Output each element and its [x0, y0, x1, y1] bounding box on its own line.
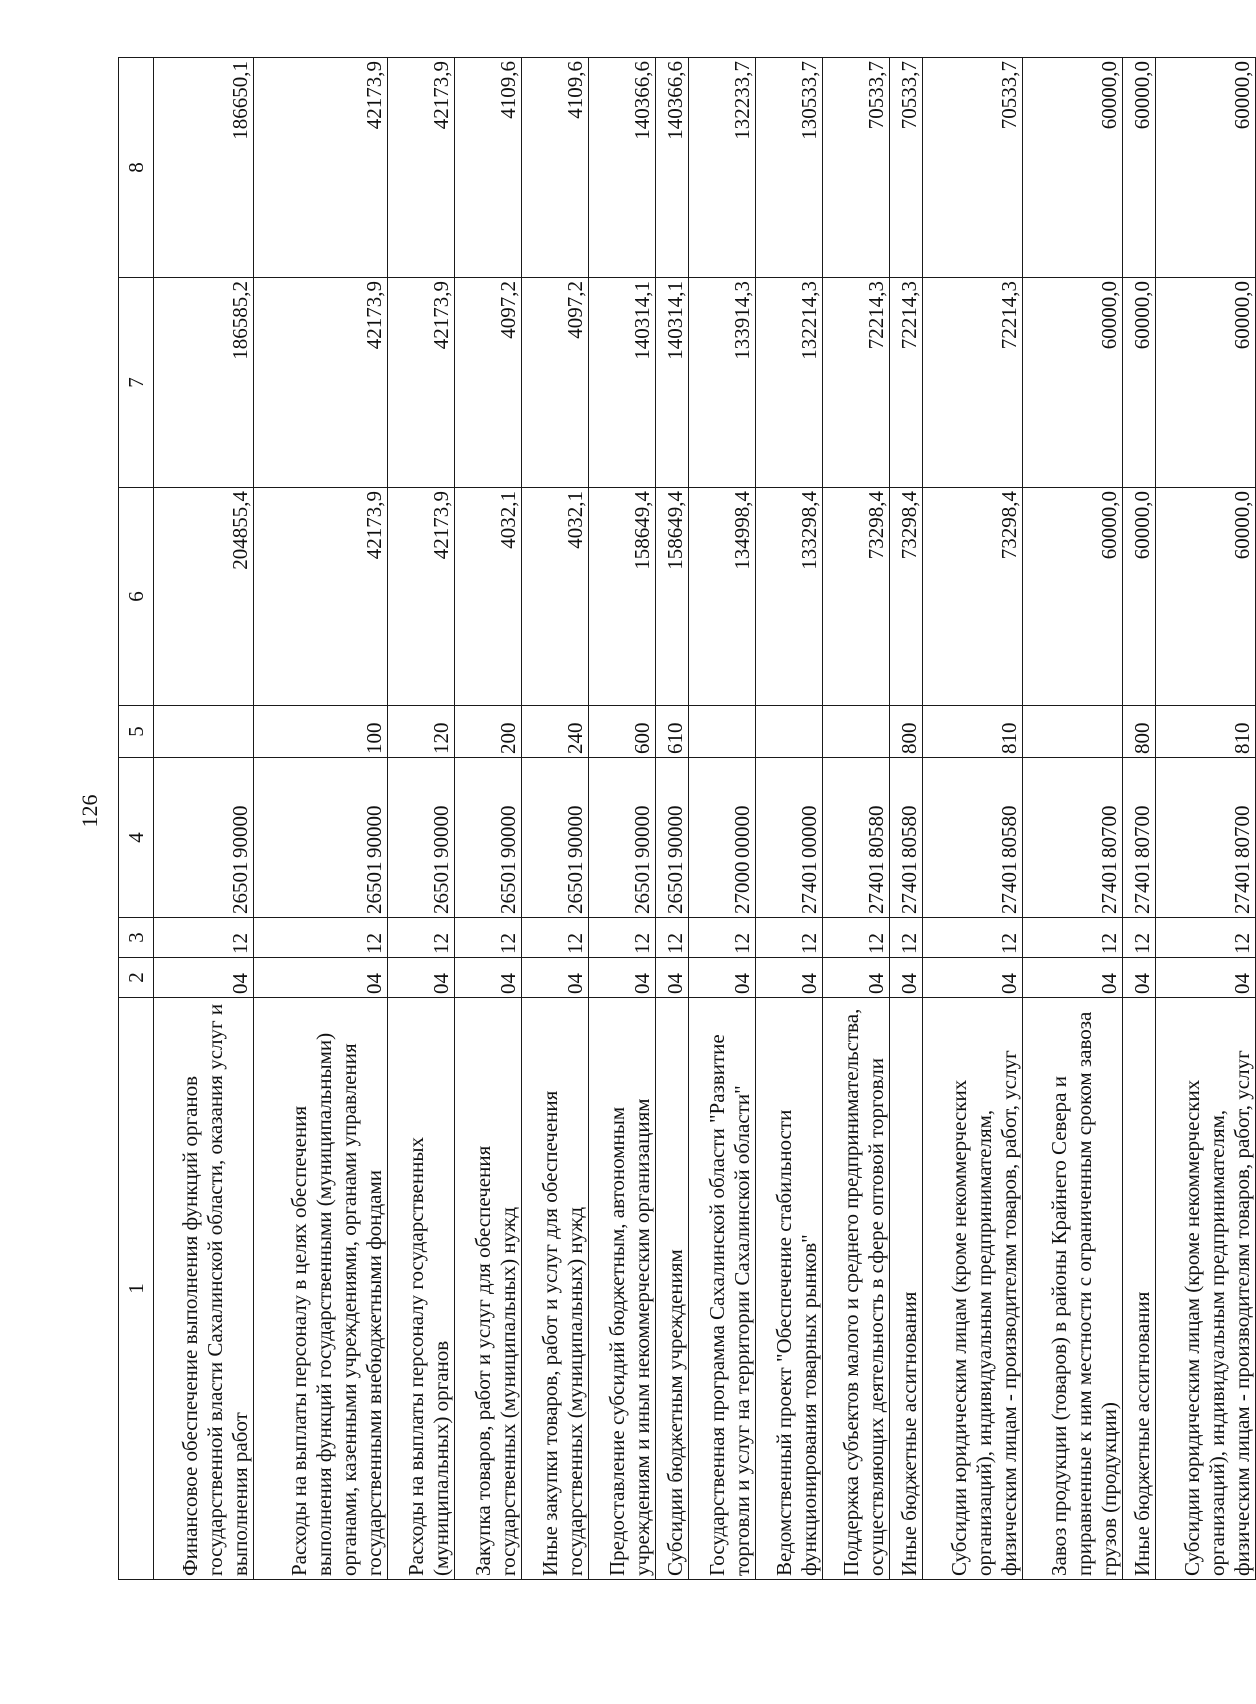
amount-col-8: 70533,7 [823, 58, 890, 278]
amount-col-8: 140366,6 [656, 58, 689, 278]
subsection-code: 12 [522, 918, 589, 958]
target-article-program: 26501 [496, 861, 520, 914]
target-article-direction: 90000 [563, 805, 587, 858]
row-name: Иные закупки товаров, работ и услуг для обеспечения государственных (муниципальных) нужд [522, 998, 589, 1580]
target-article-code [823, 758, 890, 918]
target-article-code [1023, 758, 1123, 918]
target-article-program: 26501 [362, 861, 386, 914]
amount-col-8: 4109,6 [522, 58, 589, 278]
expense-type-code [154, 706, 254, 758]
subsection-code: 12 [823, 918, 890, 958]
amount-col-6: 73298,4 [890, 488, 923, 706]
table-row [522, 58, 589, 1580]
amount-col-8: 132233,7 [689, 58, 756, 278]
header-row [119, 58, 154, 1580]
section-code: 04 [455, 958, 522, 998]
header-cell: 8 [119, 58, 154, 278]
row-name: Субсидии бюджетным учреждениям [656, 998, 689, 1580]
table-row [823, 58, 890, 1580]
target-article-code [1123, 758, 1156, 918]
expense-type-code: 100 [254, 706, 388, 758]
amount-col-6: 60000,0 [1023, 488, 1123, 706]
target-article-program: 26501 [563, 861, 587, 914]
row-name: Субсидии юридическим лицам (кроме некоммерческих организаций), индивидуальным предпринимателям, физическим лицам - производителям товаров, работ, услуг [1156, 998, 1256, 1580]
section-code: 04 [589, 958, 656, 998]
section-code: 04 [923, 958, 1023, 998]
amount-col-7: 42173,9 [388, 278, 455, 488]
table-row [923, 58, 1023, 1580]
section-code: 04 [1156, 958, 1256, 998]
target-article-code [254, 758, 388, 918]
target-article-program: 26501 [429, 861, 453, 914]
target-article-program: 27401 [997, 861, 1021, 914]
section-code: 04 [689, 958, 756, 998]
header-cell: 4 [119, 758, 154, 918]
amount-col-8: 140366,6 [589, 58, 656, 278]
table-row [756, 58, 823, 1580]
target-article-direction: 90000 [663, 805, 687, 858]
row-name: Ведомственный проект "Обеспечение стабильности функционирования товарных рынков" [756, 998, 823, 1580]
section-code: 04 [388, 958, 455, 998]
expense-type-code [1023, 706, 1123, 758]
section-code: 04 [890, 958, 923, 998]
row-name: Финансовое обеспечение выполнения функций органов государственной власти Сахалинской области, оказания услуг и выполнения работ [154, 998, 254, 1580]
target-article-direction: 80580 [997, 805, 1021, 858]
subsection-code: 12 [154, 918, 254, 958]
subsection-code: 12 [656, 918, 689, 958]
amount-col-7: 72214,3 [923, 278, 1023, 488]
amount-col-7: 133914,3 [689, 278, 756, 488]
table-row [388, 58, 455, 1580]
amount-col-8: 60000,0 [1156, 58, 1256, 278]
expense-type-code: 120 [388, 706, 455, 758]
amount-col-7: 60000,0 [1023, 278, 1123, 488]
target-article-code [756, 758, 823, 918]
target-article-direction: 90000 [496, 805, 520, 858]
section-code: 04 [254, 958, 388, 998]
amount-col-6: 133298,4 [756, 488, 823, 706]
target-article-code [890, 758, 923, 918]
table-row [455, 58, 522, 1580]
amount-col-8: 42173,9 [388, 58, 455, 278]
amount-col-7: 60000,0 [1156, 278, 1256, 488]
table-row [1123, 58, 1156, 1580]
target-article-direction: 90000 [630, 805, 654, 858]
amount-col-7: 186585,2 [154, 278, 254, 488]
amount-col-7: 140314,1 [589, 278, 656, 488]
header-cell: 6 [119, 488, 154, 706]
subsection-code: 12 [756, 918, 823, 958]
amount-col-8: 130533,7 [756, 58, 823, 278]
subsection-code: 12 [388, 918, 455, 958]
amount-col-6: 73298,4 [823, 488, 890, 706]
amount-col-7: 72214,3 [890, 278, 923, 488]
target-article-code [154, 758, 254, 918]
table-row [1156, 58, 1256, 1580]
expense-type-code: 800 [890, 706, 923, 758]
target-article-program: 27401 [797, 861, 821, 914]
rotated-table-container [118, 58, 1254, 1580]
section-code: 04 [656, 958, 689, 998]
target-article-direction: 90000 [362, 805, 386, 858]
amount-col-7: 140314,1 [656, 278, 689, 488]
subsection-code: 12 [1023, 918, 1123, 958]
target-article-direction: 00000 [797, 805, 821, 858]
row-name: Предоставление субсидий бюджетным, автономным учреждениям и иным некоммерческим организациям [589, 998, 656, 1580]
amount-col-6: 4032,1 [455, 488, 522, 706]
subsection-code: 12 [455, 918, 522, 958]
header-cell: 3 [119, 918, 154, 958]
amount-col-8: 42173,9 [254, 58, 388, 278]
subsection-code: 12 [923, 918, 1023, 958]
row-name: Государственная программа Сахалинской области "Развитие торговли и услуг на территории Сахалинской области" [689, 998, 756, 1580]
section-code: 04 [1023, 958, 1123, 998]
page-number: 126 [77, 794, 102, 828]
expense-type-code [823, 706, 890, 758]
row-name: Завоз продукции (товаров) в районы Крайнего Севера и приравненные к ним местности с ограниченным сроком завоза грузов (продукции) [1023, 998, 1123, 1580]
target-article-direction: 90000 [429, 805, 453, 858]
amount-col-7: 132214,3 [756, 278, 823, 488]
row-name: Иные бюджетные ассигнования [890, 998, 923, 1580]
subsection-code: 12 [254, 918, 388, 958]
section-code: 04 [522, 958, 589, 998]
amount-col-6: 42173,9 [388, 488, 455, 706]
amount-col-7: 4097,2 [522, 278, 589, 488]
amount-col-8: 60000,0 [1123, 58, 1156, 278]
target-article-direction: 80580 [897, 805, 921, 858]
target-article-direction: 90000 [228, 805, 252, 858]
amount-col-7: 42173,9 [254, 278, 388, 488]
amount-col-6: 158649,4 [656, 488, 689, 706]
amount-col-6: 134998,4 [689, 488, 756, 706]
table-row [689, 58, 756, 1580]
table-row [254, 58, 388, 1580]
target-article-program: 27401 [1097, 861, 1121, 914]
target-article-program: 26501 [630, 861, 654, 914]
target-article-code [689, 758, 756, 918]
expense-type-code: 810 [1156, 706, 1256, 758]
amount-col-8: 70533,7 [890, 58, 923, 278]
row-name: Поддержка субъектов малого и среднего предпринимательства, осуществляющих деятельность в сфере оптовой торговли [823, 998, 890, 1580]
row-name: Расходы на выплаты персоналу в целях обеспечения выполнения функций государственными (муниципальными) органами, казенными учреждениями, органами управления государственными внебюджетными фондами [254, 998, 388, 1580]
subsection-code: 12 [589, 918, 656, 958]
amount-col-6: 4032,1 [522, 488, 589, 706]
header-cell: 5 [119, 706, 154, 758]
amount-col-8: 70533,7 [923, 58, 1023, 278]
amount-col-7: 60000,0 [1123, 278, 1156, 488]
target-article-code [1156, 758, 1256, 918]
target-article-code [455, 758, 522, 918]
header-cell: 2 [119, 958, 154, 998]
subsection-code: 12 [890, 918, 923, 958]
amount-col-7: 72214,3 [823, 278, 890, 488]
target-article-direction: 80700 [1097, 805, 1121, 858]
amount-col-8: 4109,6 [455, 58, 522, 278]
expense-type-code: 610 [656, 706, 689, 758]
target-article-code [522, 758, 589, 918]
budget-table [118, 57, 1256, 1580]
target-article-program: 26501 [663, 861, 687, 914]
section-code: 04 [154, 958, 254, 998]
target-article-program: 27401 [1230, 861, 1254, 914]
target-article-direction: 00000 [730, 805, 754, 858]
amount-col-7: 4097,2 [455, 278, 522, 488]
target-article-program: 26501 [228, 861, 252, 914]
target-article-program: 27000 [730, 861, 754, 914]
target-article-program: 27401 [864, 861, 888, 914]
expense-type-code: 800 [1123, 706, 1156, 758]
amount-col-8: 186650,1 [154, 58, 254, 278]
expense-type-code: 200 [455, 706, 522, 758]
section-code: 04 [756, 958, 823, 998]
header-cell: 7 [119, 278, 154, 488]
target-article-code [656, 758, 689, 918]
subsection-code: 12 [689, 918, 756, 958]
target-article-direction: 80580 [864, 805, 888, 858]
subsection-code: 12 [1123, 918, 1156, 958]
target-article-code [923, 758, 1023, 918]
target-article-program: 27401 [897, 861, 921, 914]
expense-type-code: 600 [589, 706, 656, 758]
expense-type-code: 810 [923, 706, 1023, 758]
target-article-direction: 80700 [1230, 805, 1254, 858]
amount-col-6: 60000,0 [1123, 488, 1156, 706]
table-row [1023, 58, 1123, 1580]
table-row [154, 58, 254, 1580]
header-cell: 1 [119, 998, 154, 1580]
row-name: Иные бюджетные ассигнования [1123, 998, 1156, 1580]
target-article-code [589, 758, 656, 918]
amount-col-6: 158649,4 [589, 488, 656, 706]
row-name: Субсидии юридическим лицам (кроме некоммерческих организаций), индивидуальным предпринимателям, физическим лицам - производителям товаров, работ, услуг [923, 998, 1023, 1580]
table-row [589, 58, 656, 1580]
amount-col-6: 60000,0 [1156, 488, 1256, 706]
target-article-code [388, 758, 455, 918]
amount-col-6: 42173,9 [254, 488, 388, 706]
subsection-code: 12 [1156, 918, 1256, 958]
row-name: Расходы на выплаты персоналу государственных (муниципальных) органов [388, 998, 455, 1580]
amount-col-8: 60000,0 [1023, 58, 1123, 278]
section-code: 04 [823, 958, 890, 998]
expense-type-code [689, 706, 756, 758]
target-article-program: 27401 [1130, 861, 1154, 914]
section-code: 04 [1123, 958, 1156, 998]
row-name: Закупка товаров, работ и услуг для обеспечения государственных (муниципальных) нужд [455, 998, 522, 1580]
target-article-direction: 80700 [1130, 805, 1154, 858]
table-row [656, 58, 689, 1580]
amount-col-6: 204855,4 [154, 488, 254, 706]
expense-type-code [756, 706, 823, 758]
amount-col-6: 73298,4 [923, 488, 1023, 706]
table-row [890, 58, 923, 1580]
expense-type-code: 240 [522, 706, 589, 758]
